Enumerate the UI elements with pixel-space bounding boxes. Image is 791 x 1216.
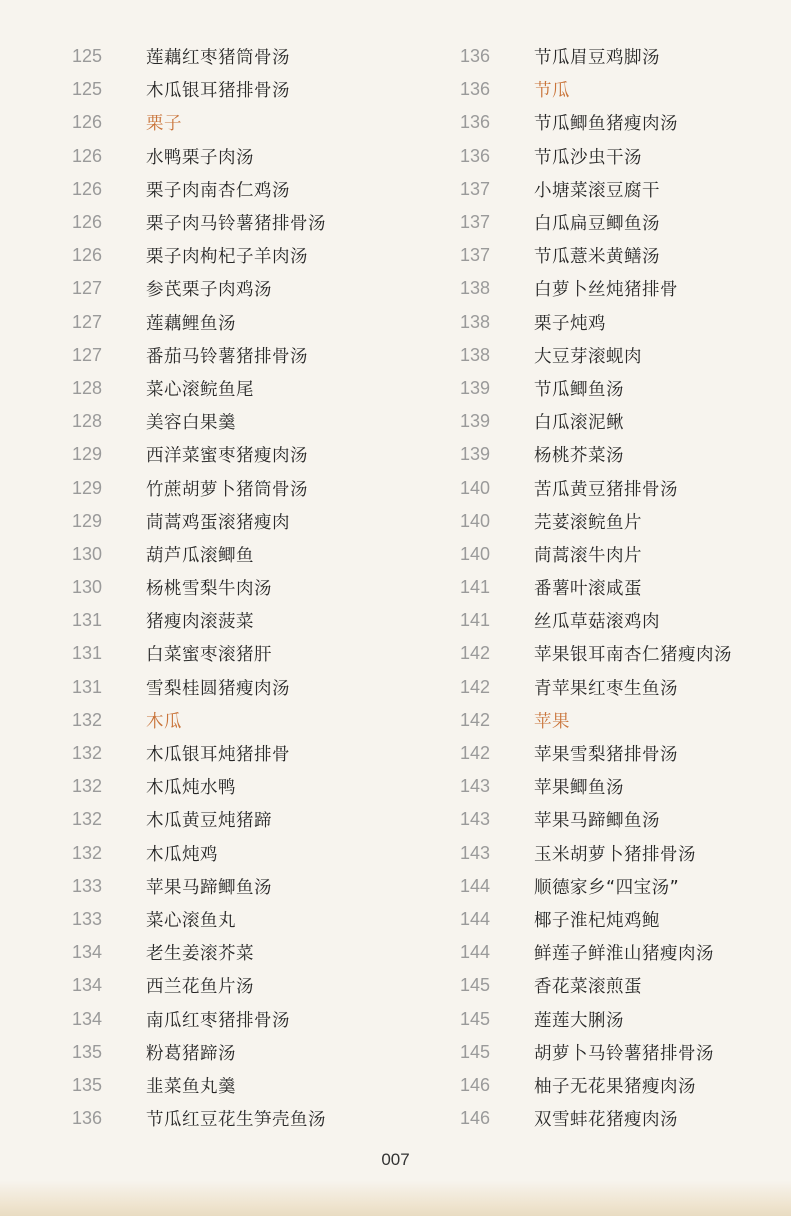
toc-section-heading	[460, 704, 780, 737]
toc-entry	[460, 604, 780, 637]
toc-page-number: 145	[460, 1041, 491, 1062]
toc-page-number: 136	[460, 112, 491, 133]
toc-page-number: 127	[72, 311, 103, 332]
recipe-title: 节瓜鲫鱼猪瘦肉汤	[534, 114, 678, 135]
toc-page-number: 132	[72, 842, 103, 863]
toc-entry	[72, 604, 402, 637]
toc-entry	[72, 936, 402, 969]
toc-entry	[460, 206, 780, 239]
recipe-title: 莲藕红枣猪筒骨汤	[146, 48, 290, 69]
toc-page-number: 137	[460, 212, 491, 233]
toc-page-number: 145	[460, 1008, 491, 1029]
toc-page-number: 130	[72, 577, 103, 598]
toc-entry	[72, 571, 402, 604]
toc-entry	[460, 770, 780, 803]
toc-right-column	[460, 40, 780, 1135]
recipe-title: 菜心滚鲩鱼尾	[146, 379, 254, 400]
recipe-title: 胡萝卜马铃薯猪排骨汤	[534, 1043, 714, 1064]
recipe-title: 木瓜炖水鸭	[146, 778, 236, 799]
toc-page-number: 134	[72, 975, 103, 996]
toc-page-number: 132	[72, 743, 103, 764]
toc-entry	[72, 173, 402, 206]
recipe-title: 参芪栗子肉鸡汤	[146, 280, 272, 301]
toc-page-number: 135	[72, 1074, 103, 1095]
toc-page-number: 128	[72, 411, 103, 432]
toc-page-number: 131	[72, 610, 103, 631]
toc-entry	[72, 206, 402, 239]
recipe-title: 白瓜滚泥鳅	[534, 413, 624, 434]
section-title: 栗子	[146, 114, 182, 135]
toc-entry	[460, 405, 780, 438]
toc-entry	[72, 637, 402, 670]
toc-entry	[460, 106, 780, 139]
toc-page-number: 138	[460, 344, 491, 365]
toc-page-number: 143	[460, 776, 491, 797]
toc-page-number: 132	[72, 776, 103, 797]
toc-entry	[460, 339, 780, 372]
toc-page-number: 134	[72, 942, 103, 963]
toc-entry	[460, 1002, 780, 1035]
toc-entry	[460, 538, 780, 571]
toc-entry	[72, 239, 402, 272]
toc-page-number: 126	[72, 245, 103, 266]
recipe-title: 杨桃雪梨牛肉汤	[146, 579, 272, 600]
toc-entry	[72, 438, 402, 471]
toc-entry	[72, 40, 402, 73]
toc-page-number: 141	[460, 610, 491, 631]
toc-page-number: 140	[460, 510, 491, 531]
toc-page-number: 136	[460, 46, 491, 67]
toc-entry	[72, 737, 402, 770]
recipe-title: 竹蔗胡萝卜猪筒骨汤	[146, 479, 308, 500]
toc-page-number: 132	[72, 709, 103, 730]
toc-page-number: 143	[460, 809, 491, 830]
toc-page-number: 144	[460, 942, 491, 963]
recipe-title: 番薯叶滚咸蛋	[534, 579, 642, 600]
toc-page-number: 126	[72, 178, 103, 199]
recipe-title: 西兰花鱼片汤	[146, 977, 254, 998]
recipe-title: 节瓜薏米黄鳝汤	[534, 247, 660, 268]
toc-page-number: 141	[460, 577, 491, 598]
recipe-title: 节瓜沙虫干汤	[534, 147, 642, 168]
toc-page-number: 143	[460, 842, 491, 863]
toc-entry	[460, 239, 780, 272]
toc-entry	[460, 272, 780, 305]
toc-entry	[460, 637, 780, 670]
recipe-title: 青苹果红枣生鱼汤	[534, 678, 678, 699]
toc-entry	[72, 770, 402, 803]
toc-page-number: 125	[72, 46, 103, 67]
toc-entry	[460, 837, 780, 870]
recipe-title: 苹果马蹄鲫鱼汤	[534, 811, 660, 832]
recipe-title: 老生姜滚芥菜	[146, 944, 254, 965]
toc-entry	[460, 803, 780, 836]
toc-left-column	[72, 40, 402, 1135]
toc-page-number: 142	[460, 676, 491, 697]
toc-page-number: 145	[460, 975, 491, 996]
recipe-title: 柚子无花果猪瘦肉汤	[534, 1076, 696, 1097]
toc-entry	[72, 372, 402, 405]
page-edge-shadow	[0, 1180, 791, 1216]
recipe-title: 芫荽滚鲩鱼片	[534, 512, 642, 533]
toc-entry	[460, 969, 780, 1002]
recipe-title: 大豆芽滚蚬肉	[534, 346, 642, 367]
recipe-title: 苹果雪梨猪排骨汤	[534, 745, 678, 766]
toc-entry	[72, 272, 402, 305]
toc-page-number: 127	[72, 278, 103, 299]
recipe-title: 木瓜银耳炖猪排骨	[146, 745, 290, 766]
recipe-title: 白瓜扁豆鲫鱼汤	[534, 214, 660, 235]
toc-page-number: 144	[460, 908, 491, 929]
recipe-title: 杨桃芥菜汤	[534, 446, 624, 467]
recipe-title: 木瓜炖鸡	[146, 844, 218, 865]
toc-entry	[72, 140, 402, 173]
toc-page-number: 126	[72, 112, 103, 133]
recipe-title: 栗子炖鸡	[534, 313, 606, 334]
toc-page-number: 136	[72, 1108, 103, 1129]
toc-page-number: 129	[72, 510, 103, 531]
toc-page-number: 138	[460, 278, 491, 299]
recipe-title: 美容白果羹	[146, 413, 236, 434]
toc-entry	[72, 837, 402, 870]
recipe-title: 番茄马铃薯猪排骨汤	[146, 346, 308, 367]
toc-page-number: 134	[72, 1008, 103, 1029]
toc-entry	[460, 173, 780, 206]
recipe-title: 白萝卜丝炖猪排骨	[534, 280, 678, 301]
section-title: 节瓜	[534, 81, 570, 102]
toc-section-heading	[460, 73, 780, 106]
toc-entry	[460, 737, 780, 770]
toc-page-number: 137	[460, 178, 491, 199]
toc-entry	[460, 571, 780, 604]
toc-page-number: 129	[72, 444, 103, 465]
recipe-title: 茼蒿滚牛肉片	[534, 545, 642, 566]
toc-entry	[72, 306, 402, 339]
toc-entry	[460, 1036, 780, 1069]
toc-section-heading	[72, 106, 402, 139]
recipe-title: 菜心滚鱼丸	[146, 910, 236, 931]
toc-entry	[72, 471, 402, 504]
recipe-title: 小塘菜滚豆腐干	[534, 180, 660, 201]
toc-entry	[72, 903, 402, 936]
recipe-title: 丝瓜草菇滚鸡肉	[534, 612, 660, 633]
toc-entry	[460, 903, 780, 936]
recipe-title: 葫芦瓜滚鲫鱼	[146, 545, 254, 566]
toc-page-number: 142	[460, 643, 491, 664]
toc-page-number: 137	[460, 245, 491, 266]
toc-page-number: 125	[72, 79, 103, 100]
toc-page-number: 142	[460, 709, 491, 730]
toc-entry	[460, 1102, 780, 1135]
toc-entry	[460, 372, 780, 405]
toc-page-number: 136	[460, 79, 491, 100]
toc-entry	[460, 505, 780, 538]
toc-page-number: 126	[72, 212, 103, 233]
toc-page-number: 144	[460, 875, 491, 896]
recipe-title: 节瓜眉豆鸡脚汤	[534, 48, 660, 69]
toc-entry	[460, 40, 780, 73]
recipe-title: 西洋菜蜜枣猪瘦肉汤	[146, 446, 308, 467]
recipe-title: 茼蒿鸡蛋滚猪瘦肉	[146, 512, 290, 533]
toc-entry	[72, 1036, 402, 1069]
toc-page-number: 127	[72, 344, 103, 365]
recipe-title: 椰子淮杞炖鸡鲍	[534, 910, 660, 931]
recipe-title: 栗子肉马铃薯猪排骨汤	[146, 214, 326, 235]
toc-page-number: 131	[72, 643, 103, 664]
recipe-title: 雪梨桂圆猪瘦肉汤	[146, 678, 290, 699]
toc-page-number: 133	[72, 908, 103, 929]
recipe-title: 莲莲大脷汤	[534, 1010, 624, 1031]
toc-page-number: 140	[460, 543, 491, 564]
toc-section-heading	[72, 704, 402, 737]
recipe-title: 苹果鲫鱼汤	[534, 778, 624, 799]
toc-page-number: 126	[72, 145, 103, 166]
toc-page-number: 139	[460, 444, 491, 465]
recipe-title: 苹果银耳南杏仁猪瘦肉汤	[534, 645, 732, 666]
toc-page-number: 136	[460, 145, 491, 166]
toc-entry	[72, 969, 402, 1002]
toc-page-number: 146	[460, 1074, 491, 1095]
toc-entry	[72, 870, 402, 903]
recipe-title: 南瓜红枣猪排骨汤	[146, 1010, 290, 1031]
toc-entry	[460, 306, 780, 339]
toc-entry	[72, 405, 402, 438]
toc-page-number: 140	[460, 477, 491, 498]
recipe-title: 双雪蚌花猪瘦肉汤	[534, 1110, 678, 1131]
recipe-title: 节瓜红豆花生笋壳鱼汤	[146, 1110, 326, 1131]
toc-page-number: 135	[72, 1041, 103, 1062]
recipe-title: 苦瓜黄豆猪排骨汤	[534, 479, 678, 500]
toc-entry	[460, 471, 780, 504]
toc-page-number: 133	[72, 875, 103, 896]
toc-entry	[460, 936, 780, 969]
page-number: 007	[381, 1150, 410, 1169]
toc-page-number: 131	[72, 676, 103, 697]
recipe-title: 木瓜银耳猪排骨汤	[146, 81, 290, 102]
toc-page-number: 142	[460, 743, 491, 764]
recipe-title: 香花菜滚煎蛋	[534, 977, 642, 998]
toc-entry	[460, 438, 780, 471]
recipe-title: 节瓜鲫鱼汤	[534, 379, 624, 400]
toc-entry	[460, 870, 780, 903]
toc-page-number: 132	[72, 809, 103, 830]
recipe-title: 木瓜黄豆炖猪蹄	[146, 811, 272, 832]
toc-page-number: 139	[460, 377, 491, 398]
toc-entry	[460, 140, 780, 173]
toc-entry	[460, 1069, 780, 1102]
toc-page-number: 138	[460, 311, 491, 332]
recipe-title: 苹果马蹄鲫鱼汤	[146, 877, 272, 898]
toc-entry	[460, 671, 780, 704]
toc-page-number: 129	[72, 477, 103, 498]
toc-page-number: 130	[72, 543, 103, 564]
recipe-title: 栗子肉枸杞子羊肉汤	[146, 247, 308, 268]
toc-page-number: 128	[72, 377, 103, 398]
toc-entry	[72, 1102, 402, 1135]
recipe-title: 顺德家乡“四宝汤”	[534, 877, 680, 898]
recipe-title: 水鸭栗子肉汤	[146, 147, 254, 168]
recipe-title: 玉米胡萝卜猪排骨汤	[534, 844, 696, 865]
toc-entry	[72, 1069, 402, 1102]
recipe-title: 鲜莲子鲜淮山猪瘦肉汤	[534, 944, 714, 965]
recipe-title: 猪瘦肉滚菠菜	[146, 612, 254, 633]
section-title: 木瓜	[146, 711, 182, 732]
toc-entry	[72, 671, 402, 704]
toc-entry	[72, 803, 402, 836]
toc-entry	[72, 339, 402, 372]
section-title: 苹果	[534, 711, 570, 732]
toc-entry	[72, 1002, 402, 1035]
recipe-title: 莲藕鲤鱼汤	[146, 313, 236, 334]
toc-page-number: 146	[460, 1108, 491, 1129]
toc-entry	[72, 73, 402, 106]
toc-page-number: 139	[460, 411, 491, 432]
toc-entry	[72, 538, 402, 571]
recipe-title: 韭菜鱼丸羹	[146, 1076, 236, 1097]
recipe-title: 粉葛猪蹄汤	[146, 1043, 236, 1064]
toc-entry	[72, 505, 402, 538]
recipe-title: 栗子肉南杏仁鸡汤	[146, 180, 290, 201]
recipe-title: 白菜蜜枣滚猪肝	[146, 645, 272, 666]
